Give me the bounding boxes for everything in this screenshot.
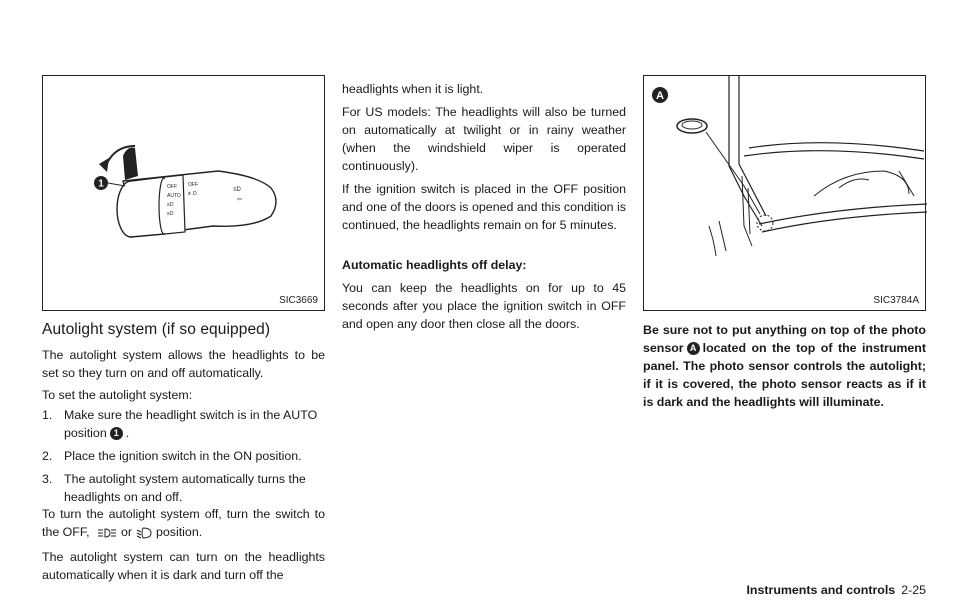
caution-text-end: located on the top of the instrument panel. The photo sensor controls the autolight; if it is covered, the photo sensor reacts as if it is dark and the headlights will illuminate. bbox=[643, 341, 926, 409]
headlight-switch-figure bbox=[42, 75, 325, 311]
turn-off-text: To turn the autolight system off, turn the switch to the OFF, bbox=[42, 507, 325, 539]
figure-caption: SIC3669 bbox=[279, 295, 318, 306]
svg-text:≡D: ≡D bbox=[167, 202, 174, 208]
step-text: The autolight system automatically turns the headlights on and off. bbox=[64, 472, 306, 504]
callout-marker-a: A bbox=[687, 342, 700, 355]
headlight-icon bbox=[136, 527, 152, 539]
set-autolight-label: To set the autolight system: bbox=[42, 388, 193, 402]
figure-callout-a: A bbox=[656, 90, 664, 102]
steps-list bbox=[42, 406, 325, 511]
step-text-end: . bbox=[125, 426, 130, 440]
turn-off-paragraph bbox=[42, 505, 325, 541]
figure-callout-1: 1 bbox=[98, 178, 104, 190]
list-item bbox=[42, 406, 325, 442]
list-item bbox=[42, 470, 325, 506]
callout-marker-1: 1 bbox=[110, 427, 123, 440]
intro-paragraph: The autolight system allows the headlights to be set so they turn on and off automatically. bbox=[42, 348, 325, 380]
section-heading: Autolight system (if so equipped) bbox=[42, 321, 271, 338]
off-delay-heading: Automatic headlights off delay: bbox=[342, 258, 527, 272]
list-item bbox=[42, 447, 325, 465]
autolight-paragraph: The autolight system can turn on the headlights automatically when it is dark and turn off the bbox=[42, 550, 325, 582]
svg-text:⇦: ⇦ bbox=[237, 197, 243, 203]
svg-text:OFF: OFF bbox=[167, 184, 177, 190]
caution-paragraph bbox=[643, 321, 926, 411]
svg-text:AUTO: AUTO bbox=[167, 193, 181, 199]
section-name: Instruments and controls bbox=[746, 583, 896, 597]
svg-text:≡D: ≡D bbox=[167, 211, 174, 217]
page-number: 2-25 bbox=[901, 583, 926, 597]
off-delay-paragraph: You can keep the headlights on for up to 45 seconds after you place the ignition switch in OFF and open any door then close all the doors. bbox=[342, 281, 626, 331]
page-footer bbox=[746, 583, 926, 597]
us-models-paragraph: For US models: The headlights will also be turned on automatically at twilight or in rainy weather (when the windshield wiper is operated continuously). bbox=[342, 105, 626, 173]
photo-sensor-illustration bbox=[644, 76, 927, 312]
caution-text: Be sure not to put anything on top of the photo sensor bbox=[643, 323, 926, 355]
ignition-off-paragraph: If the ignition switch is placed in the OFF position and one of the doors is opened and this condition is continued, the headlights remain on for 5 minutes. bbox=[342, 182, 626, 232]
step-text: Make sure the headlight switch is in the AUTO position bbox=[64, 408, 318, 440]
step-number: 2. bbox=[42, 449, 53, 463]
continuation-paragraph: headlights when it is light. bbox=[342, 82, 484, 96]
svg-text:≢D: ≢D bbox=[188, 191, 197, 197]
step-number: 1. bbox=[42, 408, 53, 422]
svg-text:≡D: ≡D bbox=[233, 187, 241, 193]
photo-sensor-figure bbox=[643, 75, 926, 311]
or-text: or bbox=[120, 525, 132, 539]
headlight-switch-illustration bbox=[43, 76, 326, 312]
svg-text:OFF: OFF bbox=[188, 182, 198, 188]
step-text: Place the ignition switch in the ON position. bbox=[64, 449, 302, 463]
figure-caption: SIC3784A bbox=[873, 295, 919, 306]
parking-light-icon bbox=[97, 528, 117, 538]
position-text: position. bbox=[156, 525, 203, 539]
step-number: 3. bbox=[42, 472, 53, 486]
